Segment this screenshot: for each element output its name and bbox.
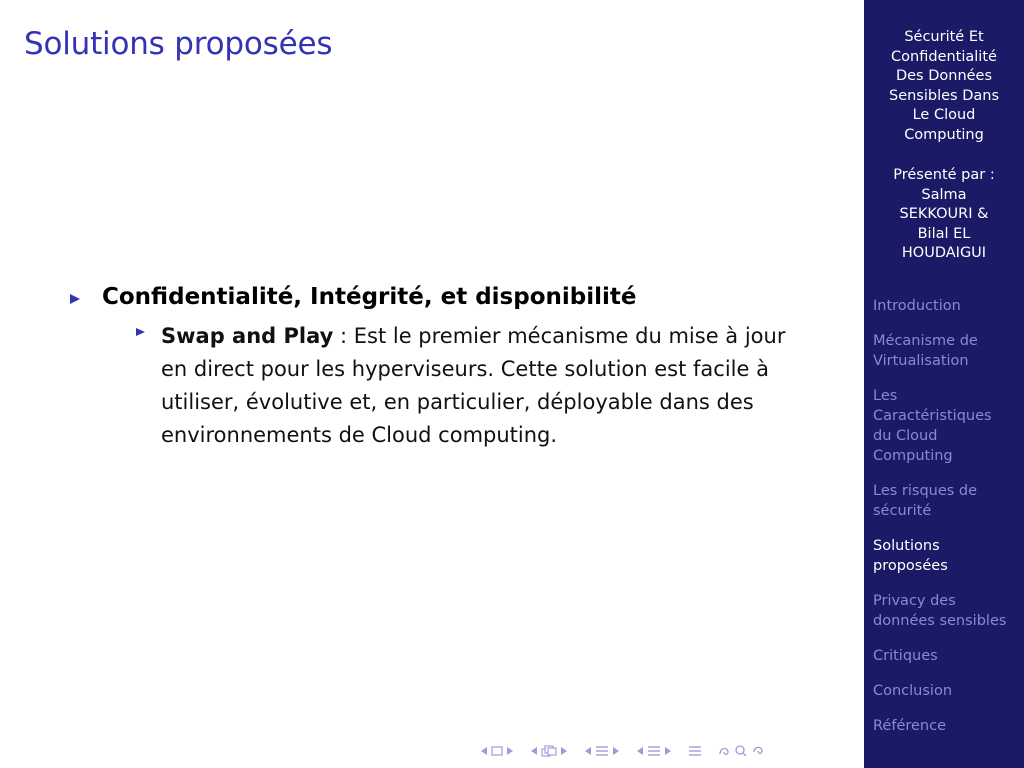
- sidebar-item-label: Référence: [873, 718, 947, 734]
- bullet-2-text: [161, 320, 816, 452]
- slide-content: [70, 284, 830, 452]
- triangle-bullet-icon: [70, 294, 80, 304]
- prev-section-icon[interactable]: [584, 746, 592, 756]
- align-icon[interactable]: [688, 745, 702, 757]
- triangle-bullet-icon: [136, 328, 145, 336]
- sidebar-item-2[interactable]: [873, 386, 1023, 466]
- sidebar-item-3[interactable]: [873, 481, 1023, 521]
- author-line: Présenté par :: [893, 167, 995, 183]
- title-line: Sensibles Dans: [888, 87, 999, 104]
- search-icon[interactable]: [718, 744, 764, 758]
- author-line: HOUDAIGUI: [901, 245, 987, 261]
- sidebar-item-label: Introduction: [873, 298, 961, 314]
- sidebar-item-1[interactable]: [873, 331, 1023, 371]
- title-line: Sécurité Et: [904, 29, 984, 45]
- sidebar-item-label: Virtualisation: [873, 353, 969, 369]
- author-line: Salma: [921, 186, 967, 203]
- sidebar-item-label: Critiques: [873, 648, 938, 664]
- title-line: Computing: [904, 126, 984, 143]
- sidebar-item-label: Privacy des: [873, 593, 956, 609]
- next-section-icon[interactable]: [612, 746, 620, 756]
- sidebar-item-label: données sensibles: [873, 613, 1007, 629]
- bullet-level-2: [136, 320, 816, 452]
- frame-icon[interactable]: [491, 746, 503, 756]
- sidebar-item-label: Solutions: [873, 538, 940, 554]
- sidebar-item-0[interactable]: [873, 296, 1023, 316]
- sidebar-item-7[interactable]: [873, 681, 1023, 701]
- sidebar-item-label: Computing: [873, 448, 953, 464]
- document-icon[interactable]: [647, 745, 661, 757]
- sidebar-item-label: Les: [873, 388, 898, 404]
- author-line: SEKKOURI &: [899, 206, 989, 222]
- prev-frame-icon[interactable]: [480, 746, 488, 756]
- presentation-title: [864, 28, 1024, 145]
- next-frame-icon[interactable]: [506, 746, 514, 756]
- sidebar-item-6[interactable]: [873, 646, 1023, 666]
- presentation-authors: [864, 166, 1024, 264]
- next-subsection-icon[interactable]: [560, 746, 568, 756]
- bullet-2-body: : Est le premier mécanisme du mise à jour en direct pour les hyperviseurs. Cette solution est facile à utiliser, évolutive et, en particulier, déployable dans des environnements de Cloud computing.: [161, 324, 786, 447]
- sidebar-item-label: Conclusion: [873, 683, 953, 699]
- sidebar-item-label: Caractéristiques: [873, 408, 992, 424]
- prev-subsection-icon[interactable]: [530, 746, 538, 756]
- sidebar-item-label: Mécanisme de: [873, 333, 978, 349]
- bullet-level-1: [70, 284, 830, 310]
- bullet-1-text: Confidentialité, Intégrité, et disponibilité: [102, 284, 637, 310]
- sidebar: [864, 0, 1024, 768]
- sidebar-item-label: proposées: [873, 558, 948, 574]
- prev-document-icon[interactable]: [636, 746, 644, 756]
- sidebar-item-8[interactable]: [873, 716, 1023, 736]
- subsection-icon[interactable]: [541, 745, 557, 757]
- sidebar-item-label: du Cloud: [873, 428, 938, 444]
- page-title: Solutions proposées: [24, 26, 333, 62]
- title-line: Le Cloud: [912, 107, 976, 123]
- section-icon[interactable]: [595, 745, 609, 757]
- sidebar-item-4[interactable]: [873, 536, 1023, 576]
- author-line: Bilal EL: [917, 225, 971, 242]
- bullet-2-bold: Swap and Play: [161, 324, 334, 348]
- title-line: Confidentialité: [891, 48, 997, 65]
- beamer-navigation-bar: [480, 741, 774, 761]
- sidebar-item-label: sécurité: [873, 503, 932, 519]
- sidebar-item-label: Les risques de: [873, 483, 978, 499]
- title-line: Des Données: [895, 68, 993, 84]
- sidebar-item-5[interactable]: [873, 591, 1023, 631]
- next-document-icon[interactable]: [664, 746, 672, 756]
- sidebar-nav: [873, 296, 1023, 751]
